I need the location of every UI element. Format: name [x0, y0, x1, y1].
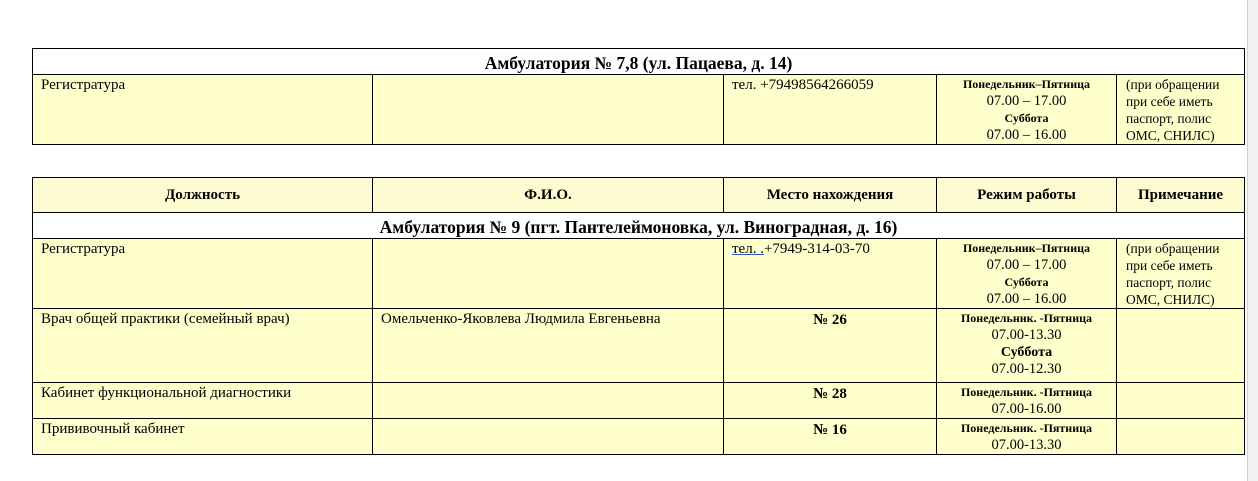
location-cell: тел. +79498564266059 [724, 75, 937, 145]
position-cell: Прививочный кабинет [33, 419, 373, 455]
hours-days: Понедельник–Пятница [962, 241, 1091, 255]
note-cell [1117, 383, 1245, 419]
section-title: Амбулатория № 7,8 (ул. Пацаева, д. 14) [33, 49, 1245, 75]
position-cell: Регистратура [33, 75, 373, 145]
phone-prefix: тел. . [732, 241, 764, 257]
fio-cell [373, 419, 724, 455]
hours-days-saturday: Суббота [1000, 345, 1053, 360]
note-cell: (при обращении при себе иметь паспорт, полис ОМС, СНИЛС) [1117, 239, 1245, 309]
hours-days: Понедельник–Пятница [962, 77, 1091, 91]
fio-cell [373, 383, 724, 419]
hours-cell [937, 75, 1117, 145]
phone-number: +7949-314-03-70 [763, 241, 870, 257]
section-title: Амбулатория № 9 (пгт. Пантелеймоновка, ул. Виноградная, д. 16) [33, 213, 1245, 239]
header-note: Примечание [1117, 178, 1245, 213]
hours-cell [937, 309, 1117, 383]
note-cell [1117, 419, 1245, 455]
location-cell: № 28 [724, 383, 937, 419]
position-cell: Регистратура [33, 239, 373, 309]
hours-cell [937, 239, 1117, 309]
header-location: Место нахождения [724, 178, 937, 213]
header-position: Должность [33, 178, 373, 213]
header-fio: Ф.И.О. [373, 178, 724, 213]
fio-cell [373, 75, 724, 145]
position-cell: Кабинет функциональной диагностики [33, 383, 373, 419]
fio-cell [373, 239, 724, 309]
table-row [33, 419, 1245, 455]
hours-days: Понедельник. -Пятница [960, 385, 1093, 399]
fio-cell: Омельченко-Яковлева Людмила Евгеньевна [373, 309, 724, 383]
table-row [33, 383, 1245, 419]
hours-time: 07.00 – 17.00 [986, 93, 1067, 109]
header-row [33, 178, 1245, 213]
table-row [33, 239, 1245, 309]
note-cell [1117, 309, 1245, 383]
hours-time: 07.00 – 17.00 [986, 257, 1067, 273]
table-ambulatory-7-8 [32, 48, 1245, 145]
table-row [33, 309, 1245, 383]
table-row [33, 75, 1245, 145]
hours-time-saturday: 07.00-12.30 [991, 361, 1062, 377]
hours-cell [937, 419, 1117, 455]
header-hours: Режим работы [937, 178, 1117, 213]
location-cell: № 26 [724, 309, 937, 383]
hours-time: 07.00-16.00 [991, 401, 1062, 417]
hours-time: 07.00-13.30 [991, 327, 1062, 343]
page-edge [1247, 0, 1258, 481]
location-cell: № 16 [724, 419, 937, 455]
table-ambulatory-9 [32, 177, 1245, 455]
hours-cell [937, 383, 1117, 419]
position-cell: Врач общей практики (семейный врач) [33, 309, 373, 383]
hours-days-saturday: Суббота [1004, 111, 1049, 125]
note-cell: (при обращении при себе иметь паспорт, полис ОМС, СНИЛС) [1117, 75, 1245, 145]
hours-time-saturday: 07.00 – 16.00 [986, 127, 1067, 143]
hours-days-saturday: Суббота [1004, 275, 1049, 289]
hours-days: Понедельник. -Пятница [960, 421, 1093, 435]
location-cell [724, 239, 937, 309]
hours-time: 07.00-13.30 [991, 437, 1062, 453]
hours-time-saturday: 07.00 – 16.00 [986, 291, 1067, 307]
hours-days: Понедельник. -Пятница [960, 311, 1093, 325]
